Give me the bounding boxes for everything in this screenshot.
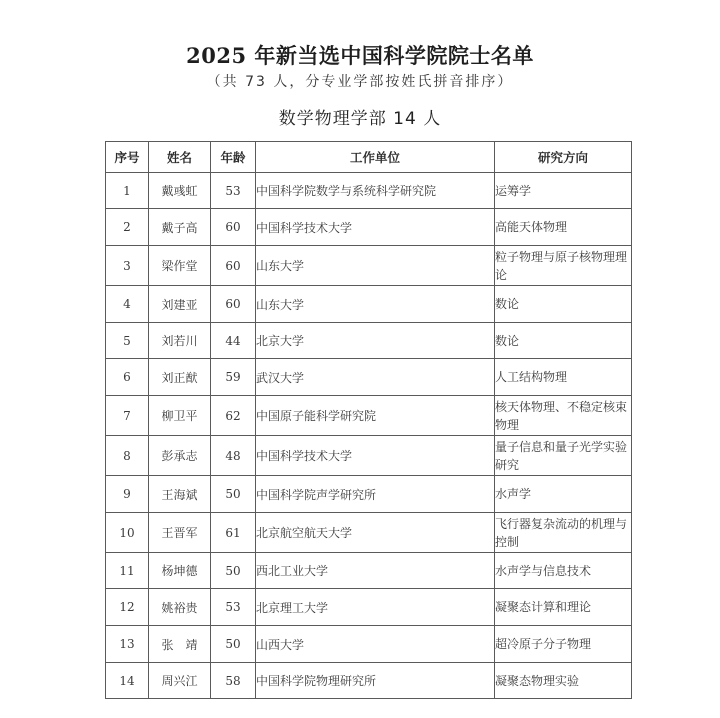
cell-name: 彭承志 — [149, 436, 211, 476]
cell-no: 13 — [106, 626, 149, 663]
table-row — [106, 286, 632, 323]
cell-unit: 北京理工大学 — [256, 589, 495, 626]
table-row — [106, 209, 632, 246]
cell-name: 姚裕贵 — [149, 589, 211, 626]
cell-no: 10 — [106, 513, 149, 553]
cell-field: 量子信息和量子光学实验研究 — [495, 436, 632, 476]
document-title: 2025 年新当选中国科学院院士名单 — [186, 43, 534, 68]
cell-age: 44 — [211, 323, 256, 359]
cell-unit: 武汉大学 — [256, 359, 495, 396]
cell-no: 7 — [106, 396, 149, 436]
cell-age: 48 — [211, 436, 256, 476]
cell-unit: 中国原子能科学研究院 — [256, 396, 495, 436]
cell-age: 50 — [211, 553, 256, 589]
cell-age: 59 — [211, 359, 256, 396]
cell-age: 50 — [211, 476, 256, 513]
cell-no: 8 — [106, 436, 149, 476]
cell-no: 3 — [106, 246, 149, 286]
cell-unit: 中国科学技术大学 — [256, 436, 495, 476]
cell-field: 高能天体物理 — [495, 209, 632, 246]
cell-no: 12 — [106, 589, 149, 626]
cell-no: 1 — [106, 173, 149, 209]
cell-name: 刘若川 — [149, 323, 211, 359]
cell-unit: 北京航空航天大学 — [256, 513, 495, 553]
cell-name: 刘建亚 — [149, 286, 211, 323]
cell-no: 5 — [106, 323, 149, 359]
cell-unit: 山西大学 — [256, 626, 495, 663]
cell-field: 数论 — [495, 286, 632, 323]
header-field: 研究方向 — [495, 142, 632, 173]
cell-age: 60 — [211, 209, 256, 246]
cell-unit: 北京大学 — [256, 323, 495, 359]
cell-field: 凝聚态物理实验 — [495, 663, 632, 699]
table-row — [106, 359, 632, 396]
cell-field: 凝聚态计算和理论 — [495, 589, 632, 626]
cell-name: 王海斌 — [149, 476, 211, 513]
cell-field: 粒子物理与原子核物理理论 — [495, 246, 632, 286]
cell-no: 4 — [106, 286, 149, 323]
section-heading: 数学物理学部 14 人 — [278, 109, 442, 129]
table-row — [106, 476, 632, 513]
table-row — [106, 589, 632, 626]
cell-name: 周兴江 — [149, 663, 211, 699]
table-row — [106, 553, 632, 589]
cell-name: 戴子高 — [149, 209, 211, 246]
cell-no: 14 — [106, 663, 149, 699]
cell-field: 水声学 — [495, 476, 632, 513]
cell-unit: 山东大学 — [256, 246, 495, 286]
cell-unit: 中国科学院物理研究所 — [256, 663, 495, 699]
cell-no: 11 — [106, 553, 149, 589]
cell-name: 杨坤德 — [149, 553, 211, 589]
cell-unit: 中国科学技术大学 — [256, 209, 495, 246]
table-row — [106, 173, 632, 209]
cell-age: 53 — [211, 173, 256, 209]
header-unit: 工作单位 — [256, 142, 495, 173]
cell-no: 6 — [106, 359, 149, 396]
cell-field: 核天体物理、不稳定核束物理 — [495, 396, 632, 436]
cell-unit: 西北工业大学 — [256, 553, 495, 589]
cell-name: 王晋军 — [149, 513, 211, 553]
cell-age: 62 — [211, 396, 256, 436]
cell-field: 水声学与信息技术 — [495, 553, 632, 589]
cell-name: 梁作堂 — [149, 246, 211, 286]
cell-unit: 中国科学院声学研究所 — [256, 476, 495, 513]
cell-age: 53 — [211, 589, 256, 626]
cell-age: 50 — [211, 626, 256, 663]
cell-field: 数论 — [495, 323, 632, 359]
table-row — [106, 626, 632, 663]
cell-field: 飞行器复杂流动的机理与控制 — [495, 513, 632, 553]
cell-no: 9 — [106, 476, 149, 513]
cell-age: 60 — [211, 286, 256, 323]
table-row — [106, 323, 632, 359]
document-subtitle: （共 73 人，分专业学部按姓氏拼音排序） — [206, 74, 514, 90]
header-age: 年龄 — [211, 142, 256, 173]
table-header-row — [106, 142, 632, 173]
academician-table — [105, 141, 632, 699]
table-row — [106, 513, 632, 553]
table-row — [106, 396, 632, 436]
cell-field: 超冷原子分子物理 — [495, 626, 632, 663]
cell-name: 戴彧虹 — [149, 173, 211, 209]
table-row — [106, 663, 632, 699]
cell-field: 运筹学 — [495, 173, 632, 209]
cell-unit: 山东大学 — [256, 286, 495, 323]
table-row — [106, 436, 632, 476]
cell-name: 刘正猷 — [149, 359, 211, 396]
cell-name: 张 靖 — [149, 626, 211, 663]
header-name: 姓名 — [149, 142, 211, 173]
cell-unit: 中国科学院数学与系统科学研究院 — [256, 173, 495, 209]
cell-name: 柳卫平 — [149, 396, 211, 436]
cell-field: 人工结构物理 — [495, 359, 632, 396]
cell-age: 60 — [211, 246, 256, 286]
header-no: 序号 — [106, 142, 149, 173]
cell-no: 2 — [106, 209, 149, 246]
cell-age: 61 — [211, 513, 256, 553]
table-row — [106, 246, 632, 286]
cell-age: 58 — [211, 663, 256, 699]
